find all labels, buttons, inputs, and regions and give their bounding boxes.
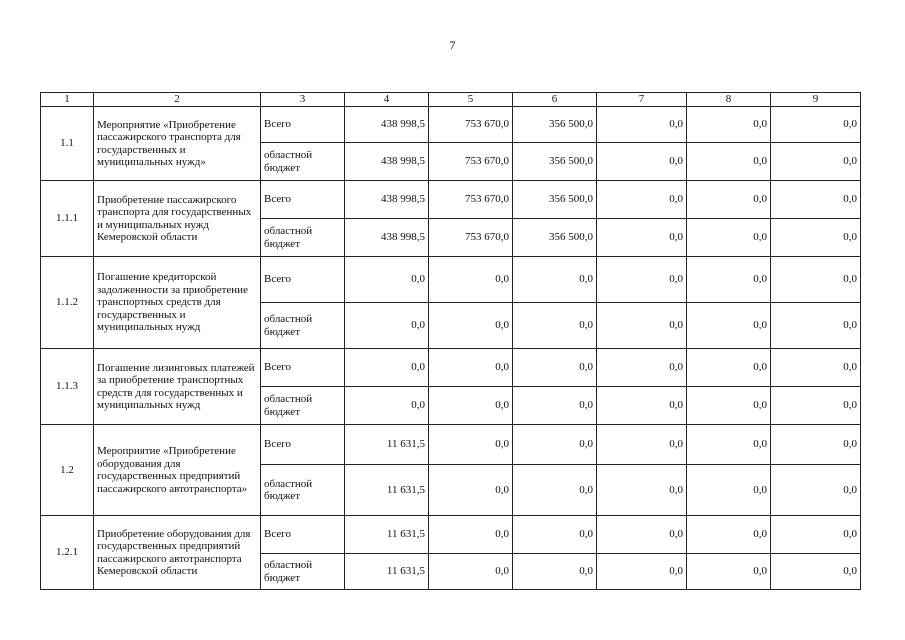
table-row xyxy=(41,516,861,554)
amount-cell: 0,0 xyxy=(771,303,861,349)
funding-source: Всего xyxy=(261,257,345,303)
amount-cell: 0,0 xyxy=(597,425,687,465)
amount-cell: 0,0 xyxy=(771,516,861,554)
amount-cell: 753 670,0 xyxy=(429,219,513,257)
column-header: 9 xyxy=(771,93,861,107)
funding-table xyxy=(40,92,861,590)
amount-cell: 0,0 xyxy=(687,554,771,590)
amount-cell: 0,0 xyxy=(687,303,771,349)
amount-cell: 0,0 xyxy=(597,107,687,143)
funding-source: Всего xyxy=(261,181,345,219)
funding-source: областной бюджет xyxy=(261,554,345,590)
item-code: 1.1.3 xyxy=(41,349,94,425)
item-code: 1.2.1 xyxy=(41,516,94,590)
column-header: 5 xyxy=(429,93,513,107)
item-name: Погашение кредиторской задолженности за приобретение транспортных средств для государственных и муниципальных нужд xyxy=(94,257,261,349)
table-body xyxy=(41,107,861,590)
funding-source: Всего xyxy=(261,349,345,387)
table-row xyxy=(41,181,861,219)
amount-cell: 0,0 xyxy=(429,465,513,516)
amount-cell: 0,0 xyxy=(345,387,429,425)
item-name: Приобретение оборудования для государственных предприятий пассажирского автотранспорта Кемеровской области xyxy=(94,516,261,590)
amount-cell: 753 670,0 xyxy=(429,107,513,143)
funding-source: областной бюджет xyxy=(261,387,345,425)
amount-cell: 0,0 xyxy=(687,425,771,465)
amount-cell: 753 670,0 xyxy=(429,181,513,219)
amount-cell: 0,0 xyxy=(687,107,771,143)
amount-cell: 0,0 xyxy=(687,257,771,303)
amount-cell: 0,0 xyxy=(597,143,687,181)
amount-cell: 0,0 xyxy=(429,554,513,590)
table-row xyxy=(41,257,861,303)
amount-cell: 0,0 xyxy=(687,387,771,425)
amount-cell: 0,0 xyxy=(687,465,771,516)
column-header: 8 xyxy=(687,93,771,107)
amount-cell: 0,0 xyxy=(429,387,513,425)
amount-cell: 0,0 xyxy=(597,349,687,387)
column-header: 4 xyxy=(345,93,429,107)
amount-cell: 0,0 xyxy=(687,143,771,181)
amount-cell: 0,0 xyxy=(597,465,687,516)
item-name: Мероприятие «Приобретение оборудования для государственных предприятий пассажирского автотранспорта» xyxy=(94,425,261,516)
amount-cell: 0,0 xyxy=(597,554,687,590)
amount-cell: 0,0 xyxy=(513,257,597,303)
item-code: 1.1.2 xyxy=(41,257,94,349)
funding-source: Всего xyxy=(261,425,345,465)
amount-cell: 0,0 xyxy=(513,387,597,425)
amount-cell: 0,0 xyxy=(513,554,597,590)
amount-cell: 438 998,5 xyxy=(345,219,429,257)
column-header: 2 xyxy=(94,93,261,107)
amount-cell: 0,0 xyxy=(771,425,861,465)
funding-source: Всего xyxy=(261,516,345,554)
amount-cell: 0,0 xyxy=(429,257,513,303)
amount-cell: 0,0 xyxy=(513,465,597,516)
page-number: 7 xyxy=(449,38,456,52)
amount-cell: 0,0 xyxy=(345,257,429,303)
item-code: 1.1.1 xyxy=(41,181,94,257)
amount-cell: 0,0 xyxy=(345,349,429,387)
amount-cell: 0,0 xyxy=(513,516,597,554)
amount-cell: 0,0 xyxy=(771,257,861,303)
table-row xyxy=(41,349,861,387)
amount-cell: 0,0 xyxy=(771,387,861,425)
item-name: Погашение лизинговых платежей за приобретение транспортных средств для государственных и муниципальных нужд xyxy=(94,349,261,425)
item-name: Мероприятие «Приобретение пассажирского транспорта для государственных и муниципальных нужд» xyxy=(94,107,261,181)
funding-source: областной бюджет xyxy=(261,303,345,349)
amount-cell: 11 631,5 xyxy=(345,425,429,465)
amount-cell: 0,0 xyxy=(513,349,597,387)
amount-cell: 0,0 xyxy=(771,554,861,590)
amount-cell: 0,0 xyxy=(513,425,597,465)
amount-cell: 0,0 xyxy=(687,181,771,219)
amount-cell: 0,0 xyxy=(429,303,513,349)
amount-cell: 0,0 xyxy=(429,349,513,387)
amount-cell: 11 631,5 xyxy=(345,465,429,516)
amount-cell: 0,0 xyxy=(597,303,687,349)
table-row xyxy=(41,107,861,143)
amount-cell: 0,0 xyxy=(771,181,861,219)
amount-cell: 0,0 xyxy=(687,516,771,554)
item-name: Приобретение пассажирского транспорта для государственных и муниципальных нужд Кемеровской области xyxy=(94,181,261,257)
amount-cell: 0,0 xyxy=(771,349,861,387)
amount-cell: 0,0 xyxy=(687,349,771,387)
amount-cell: 0,0 xyxy=(771,219,861,257)
item-code: 1.1 xyxy=(41,107,94,181)
column-header: 7 xyxy=(597,93,687,107)
amount-cell: 356 500,0 xyxy=(513,219,597,257)
amount-cell: 0,0 xyxy=(771,107,861,143)
column-header: 6 xyxy=(513,93,597,107)
amount-cell: 0,0 xyxy=(771,143,861,181)
amount-cell: 11 631,5 xyxy=(345,554,429,590)
amount-cell: 356 500,0 xyxy=(513,181,597,219)
amount-cell: 0,0 xyxy=(597,219,687,257)
amount-cell: 0,0 xyxy=(597,516,687,554)
item-code: 1.2 xyxy=(41,425,94,516)
amount-cell: 0,0 xyxy=(513,303,597,349)
amount-cell: 0,0 xyxy=(345,303,429,349)
amount-cell: 0,0 xyxy=(771,465,861,516)
amount-cell: 356 500,0 xyxy=(513,107,597,143)
amount-cell: 0,0 xyxy=(597,257,687,303)
amount-cell: 0,0 xyxy=(597,181,687,219)
amount-cell: 11 631,5 xyxy=(345,516,429,554)
column-number-header xyxy=(41,93,861,107)
amount-cell: 0,0 xyxy=(429,425,513,465)
column-header: 3 xyxy=(261,93,345,107)
amount-cell: 438 998,5 xyxy=(345,143,429,181)
amount-cell: 0,0 xyxy=(429,516,513,554)
funding-source: Всего xyxy=(261,107,345,143)
amount-cell: 0,0 xyxy=(687,219,771,257)
funding-source: областной бюджет xyxy=(261,465,345,516)
amount-cell: 0,0 xyxy=(597,387,687,425)
funding-source: областной бюджет xyxy=(261,143,345,181)
amount-cell: 438 998,5 xyxy=(345,181,429,219)
amount-cell: 438 998,5 xyxy=(345,107,429,143)
amount-cell: 356 500,0 xyxy=(513,143,597,181)
funding-source: областной бюджет xyxy=(261,219,345,257)
amount-cell: 753 670,0 xyxy=(429,143,513,181)
table-row xyxy=(41,425,861,465)
column-header: 1 xyxy=(41,93,94,107)
